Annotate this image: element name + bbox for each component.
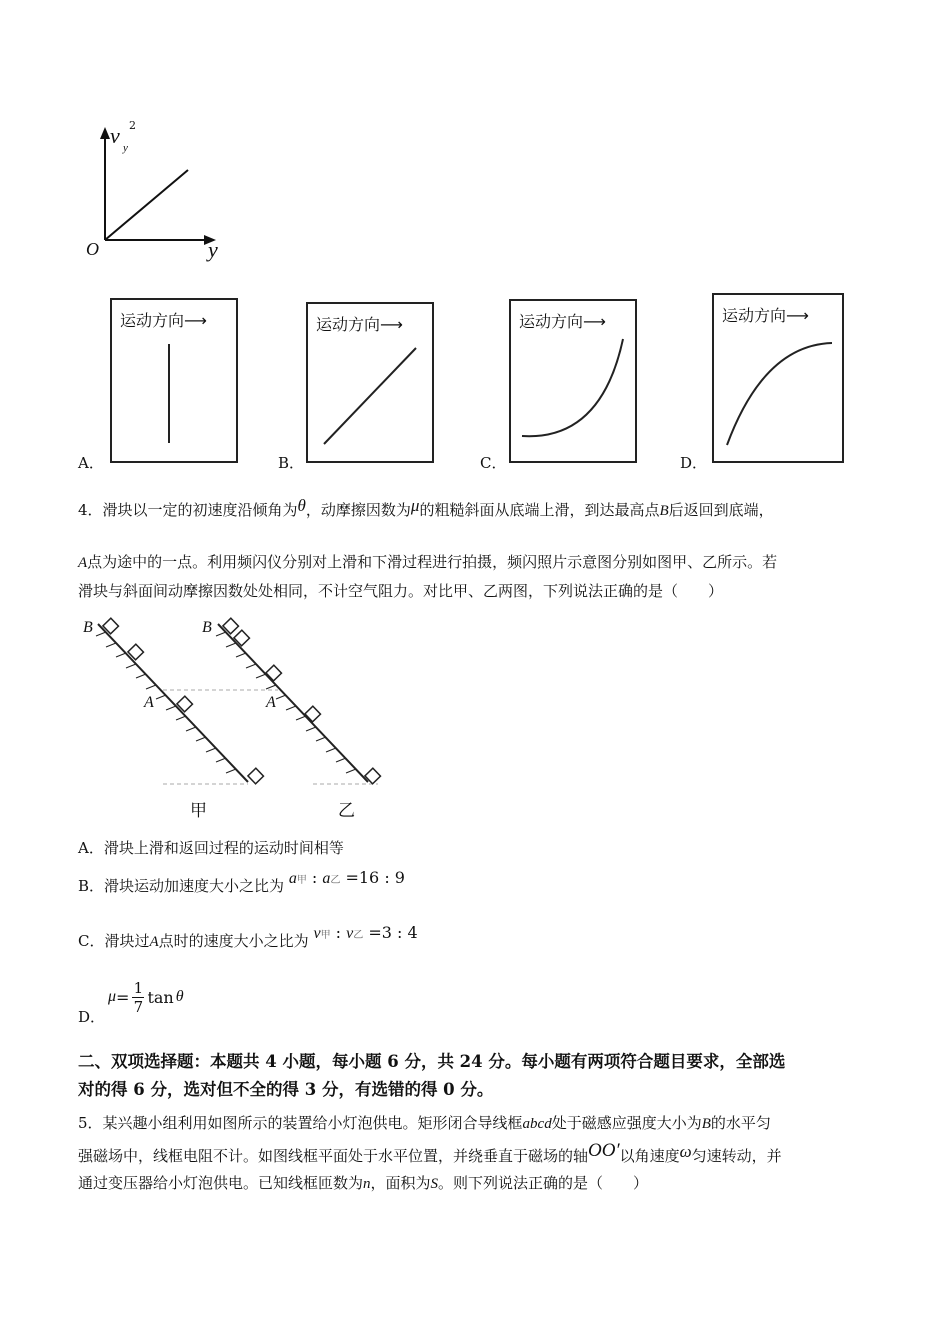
q4-option-c-formula: v甲 : v乙 =3 : 4	[313, 923, 418, 942]
label-b-right: B	[202, 619, 212, 636]
option-d-box	[712, 293, 844, 463]
q4-option-b: B．滑块运动加速度大小之比为 a甲 : a乙 =16 : 9	[78, 868, 405, 895]
section-2-heading-line-2: 对的得 6 分，选对但不全的得 3 分，有选错的得 0 分。	[78, 1080, 494, 1099]
label-jia: 甲	[190, 801, 207, 821]
option-c-box	[509, 299, 637, 463]
label-yi: 乙	[338, 801, 355, 821]
fraction-one-seventh: 1 7	[133, 978, 144, 1016]
vy2-line	[105, 170, 188, 240]
right-arrow-icon: ⟶	[184, 311, 207, 330]
x-axis-label: y	[208, 237, 218, 262]
option-a-box	[110, 298, 238, 463]
incline-left	[96, 624, 248, 782]
q4-option-b-formula: a甲 : a乙 =16 : 9	[288, 868, 405, 887]
motion-direction-label: 运动方向⟶	[722, 306, 809, 325]
label-a-right: A	[266, 694, 276, 711]
trajectory-vertical	[112, 300, 236, 461]
q4-line-3: 滑块与斜面间动摩擦因数处处相同，不计空气阻力。对比甲、乙两图，下列说法正确的是（ ）	[78, 582, 724, 600]
q4-option-d-formula: μ = 1 7 tan θ	[108, 978, 184, 1016]
strobe-blocks-right	[223, 618, 381, 784]
strobe-figure-svg	[78, 612, 388, 822]
y-axis-arrow	[100, 127, 110, 139]
label-a-left: A	[144, 694, 154, 711]
label-b-left: B	[83, 619, 93, 636]
trajectory-concave-down	[714, 295, 842, 461]
y-axis-sub: y	[123, 142, 128, 154]
trajectory-diagonal	[308, 304, 432, 461]
option-a-letter: A．	[78, 454, 104, 472]
strobe-figure	[78, 612, 388, 822]
q5-line-3: 通过变压器给小灯泡供电。已知线框匝数为n，面积为S。则下列说法正确的是（ ）	[78, 1174, 649, 1192]
q4-option-c: C．滑块过A点时的速度大小之比为 v甲 : v乙 =3 : 4	[78, 923, 418, 950]
right-arrow-icon: ⟶	[583, 312, 606, 331]
right-arrow-icon: ⟶	[786, 306, 809, 325]
option-b-letter: B．	[278, 454, 305, 472]
motion-direction-label: 运动方向⟶	[519, 312, 606, 331]
option-c-letter: C．	[480, 454, 507, 472]
q4-option-a: A．滑块上滑和返回过程的运动时间相等	[78, 839, 344, 857]
q5-line-1: 5．某兴趣小组利用如图所示的装置给小灯泡供电。矩形闭合导线框abcd处于磁感应强度大小为B的水平匀	[78, 1114, 771, 1132]
trajectory-concave-up	[511, 301, 635, 461]
y-axis-label: v	[110, 123, 120, 148]
y-axis-sup: 2	[129, 119, 136, 132]
motion-direction-label: 运动方向⟶	[120, 311, 207, 330]
q4-line-2: A点为途中的一点。利用频闪仪分别对上滑和下滑过程进行拍摄，频闪照片示意图分别如图甲、乙所示。若	[78, 553, 778, 571]
section-2-heading-line-1: 二、双项选择题：本题共 4 小题，每小题 6 分，共 24 分。每小题有两项符合题目要求，全部选	[78, 1052, 786, 1071]
option-d-letter: D．	[680, 454, 708, 472]
q4-option-d-letter: D．	[78, 1008, 106, 1026]
origin-label: O	[86, 239, 99, 259]
q5-line-2: 强磁场中，线框电阻不计。如图线框平面处于水平位置，并绕垂直于磁场的轴OO′以角速度ω匀速转动，并	[78, 1140, 782, 1165]
incline-right	[216, 624, 368, 782]
motion-direction-label: 运动方向⟶	[316, 315, 403, 334]
q4-line-1: 4．滑块以一定的初速度沿倾角为θ，动摩擦因数为μ的粗糙斜面从底端上滑，到达最高点B后返回到底端，	[78, 496, 774, 519]
right-arrow-icon: ⟶	[380, 315, 403, 334]
vy2-graph	[80, 115, 230, 265]
option-b-box	[306, 302, 434, 463]
